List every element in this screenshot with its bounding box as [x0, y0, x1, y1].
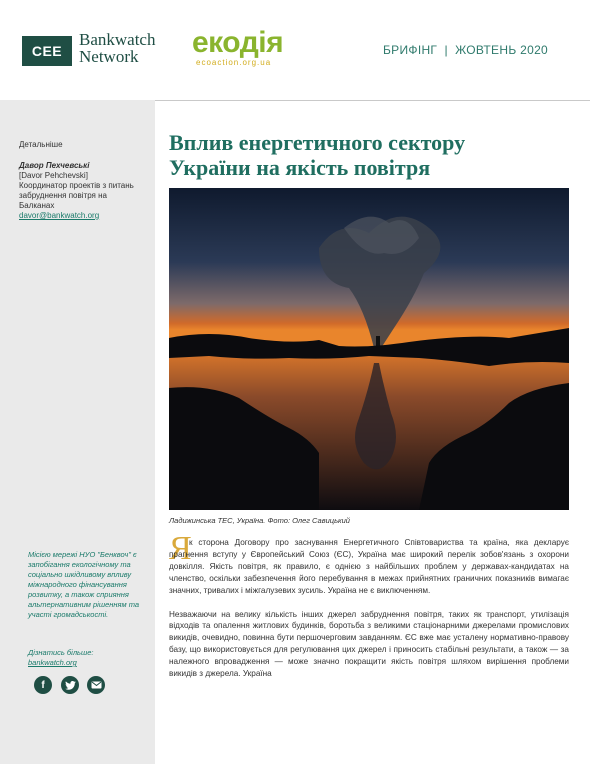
author-block — [19, 161, 144, 221]
details-label: Детальніше — [19, 140, 63, 149]
ekodia-url: ecoaction.org.ua — [196, 58, 272, 67]
bankwatch-line1: Bankwatch — [79, 30, 156, 49]
paragraph-2: Незважаючи на велику кількість інших джерел забруднення повітря, таких як транспорт, утилізація відходів та опалення житлових будинків, боротьба з великими стаціонарними джерелами промислових викидів, очевидно, повинна бути першочерговим завданням. ЄС вже має усталену нормативно-правову базу, що використовується для регулювання цих джерел і приносить стабільні результати, а також — за належного впровадження — може значно покращити якість повітря шляхом вирішення проблеми викидів з джерела. Україна — [169, 609, 569, 679]
page-header — [0, 0, 590, 101]
photo-caption: Ладижинська ТЕС, Україна. Фото: Олег Савицький — [169, 516, 350, 525]
paragraph-1: к сторона Договору про заснування Енергетичного Співтовариства та країна, яка декларує прагнення вступу у Європейський Союз (ЄС), Україна має широкий перелік зобов'язань з охорони довкілля. Якість повітря, як правило, є однією з найбільших проблем у державах-кандидатах на членство, оскільки забезпечення його перебування в межах прийнятних граничних показників вимагає значних, тривалих і міжгалузевих зусиль. Україна не є виключенням. — [169, 538, 569, 595]
about-text: Місією мережі НУО "Бенквоч" є запобігання екологічному та соціально шкідливому впливу міжнародного фінансування розвитку, а також сприяння альтернативним рішенням та участі громадськості. — [28, 550, 140, 619]
email-icon[interactable] — [87, 676, 105, 694]
cee-logo: CEE — [22, 36, 72, 66]
title-line-2: України на якість повітря — [169, 155, 431, 180]
twitter-icon[interactable] — [61, 676, 79, 694]
title-line-1: Вплив енергетичного сектору — [169, 130, 466, 155]
ekodia-logo: екодія — [192, 26, 284, 59]
author-name: Давор Пехчевські — [19, 161, 90, 170]
article-body — [169, 537, 569, 692]
learn-more-link[interactable]: bankwatch.org — [28, 658, 77, 667]
bankwatch-network-logo — [79, 31, 189, 65]
brief-date-label: БРИФІНГ | ЖОВТЕНЬ 2020 — [383, 43, 549, 57]
power-plant-photo — [169, 188, 569, 510]
bankwatch-line2: Network — [79, 47, 139, 66]
facebook-icon[interactable]: f — [34, 676, 52, 694]
author-latin-name: [Davor Pehchevski] — [19, 171, 88, 180]
drop-cap: Я — [169, 530, 192, 567]
learn-more-label: Дізнатись більше: — [28, 648, 94, 657]
author-email-link[interactable]: davor@bankwatch.org — [19, 211, 100, 220]
learn-more — [28, 648, 145, 668]
author-role: Координатор проектів з питань забруднення повітря на Балканах — [19, 181, 134, 210]
article-title — [169, 130, 569, 180]
